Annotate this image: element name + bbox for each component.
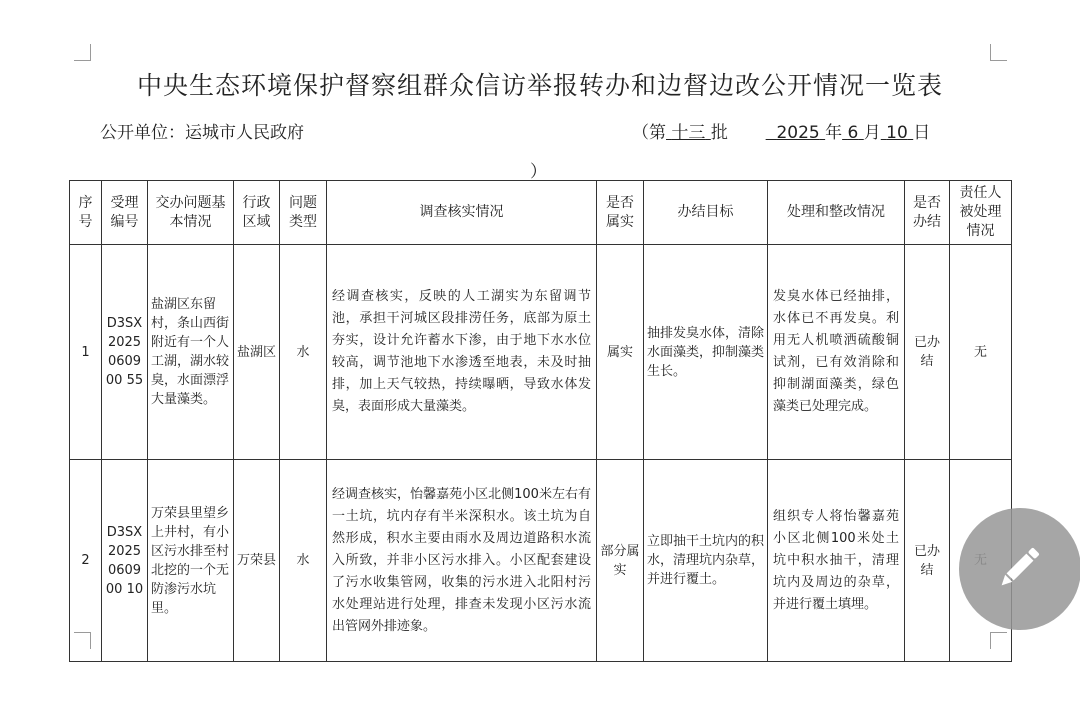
header-closed: 是否办结 xyxy=(905,181,950,245)
batch-day-word: 日 xyxy=(913,123,931,143)
table-row xyxy=(70,245,1012,460)
cell-type: 水 xyxy=(280,460,327,662)
table-row xyxy=(70,460,1012,662)
batch-month: 6 xyxy=(847,123,859,143)
header-handling: 处理和整改情况 xyxy=(768,181,905,245)
cell-goal: 抽排发臭水体，清除水面藻类，抑制藻类生长。 xyxy=(644,245,768,460)
batch-day: 10 xyxy=(886,123,908,143)
batch-month-word: 月 xyxy=(863,123,881,143)
batch-year: 2025 xyxy=(776,123,820,143)
batch-word: 批 xyxy=(710,123,728,143)
header-investigation: 调查核实情况 xyxy=(327,181,597,245)
cell-type: 水 xyxy=(280,245,327,460)
header-type: 问题类型 xyxy=(280,181,327,245)
publishing-unit: 公开单位：运城市人民政府 xyxy=(100,123,304,143)
cell-closed: 已办结 xyxy=(905,460,950,662)
table-header-row xyxy=(70,181,1012,245)
batch-number: 十三 xyxy=(671,123,706,143)
cell-no: 1 xyxy=(70,245,102,460)
header-code: 受理编号 xyxy=(102,181,148,245)
batch-year-word: 年 xyxy=(825,123,843,143)
cell-investigation: 经调查核实，反映的人工湖实为东留调节池，承担干河城区段排涝任务，底部为原土夯实，设计允许蓄水下渗，由于地下水水位较高，调节池地下水渗透至地表，未及时抽排，加上天气较热，持续曝晒，导致水体发臭，表面形成大量藻类。 xyxy=(327,245,597,460)
crop-mark-top-right xyxy=(990,44,1007,61)
cell-handling: 发臭水体已经抽排，水体已不再发臭。利用无人机喷洒硫酸铜试剂，已有效消除和抑制湖面藻类，绿色藻类已处理完成。 xyxy=(768,245,905,460)
edit-button[interactable] xyxy=(959,508,1080,630)
cell-handling: 组织专人将怡馨嘉苑小区北侧100米处土坑中积水抽干，清理坑内及周边的杂草，并进行覆土填埋。 xyxy=(768,460,905,662)
cell-code: D3SX2025060900 10 xyxy=(102,460,148,662)
cell-goal: 立即抽干土坑内的积水，清理坑内杂草，并进行覆土。 xyxy=(644,460,768,662)
cell-issue: 盐湖区东留村，条山西街附近有一个人工湖，湖水较臭，水面漂浮大量藻类。 xyxy=(148,245,234,460)
batch-info xyxy=(632,118,930,143)
pencil-icon xyxy=(993,540,1047,598)
cell-accountability: 无 xyxy=(950,245,1012,460)
cell-verified: 属实 xyxy=(597,245,644,460)
cell-code: D3SX2025060900 55 xyxy=(102,245,148,460)
header-region: 行政区域 xyxy=(234,181,280,245)
cell-investigation: 经调查核实，怡馨嘉苑小区北侧100米左右有一土坑，坑内存有半米深积水。该土坑为自然形成，积水主要由雨水及周边道路积水流入所致，并非小区污水排入。小区配套建设了污水收集管网，收集的污水进入北阳村污水处理站进行处理，排查未发现小区污水流出管网外排迹象。 xyxy=(327,460,597,662)
cases-table xyxy=(69,180,1012,662)
cell-verified: 部分属实 xyxy=(597,460,644,662)
cell-no: 2 xyxy=(70,460,102,662)
batch-close: ） xyxy=(530,162,547,182)
cell-region: 盐湖区 xyxy=(234,245,280,460)
header-no: 序号 xyxy=(70,181,102,245)
header-issue: 交办问题基本情况 xyxy=(148,181,234,245)
cell-closed: 已办结 xyxy=(905,245,950,460)
cell-region: 万荣县 xyxy=(234,460,280,662)
batch-open: （第 xyxy=(632,123,666,143)
header-goal: 办结目标 xyxy=(644,181,768,245)
cell-issue: 万荣县里望乡上井村，有小区污水排至村北挖的一个无防渗污水坑里。 xyxy=(148,460,234,662)
crop-mark-top-left xyxy=(74,44,91,61)
header-accountability: 责任人被处理情况 xyxy=(950,181,1012,245)
header-verified: 是否属实 xyxy=(597,181,644,245)
document-title: 中央生态环境保护督察组群众信访举报转办和边督边改公开情况一览表 xyxy=(136,71,943,100)
